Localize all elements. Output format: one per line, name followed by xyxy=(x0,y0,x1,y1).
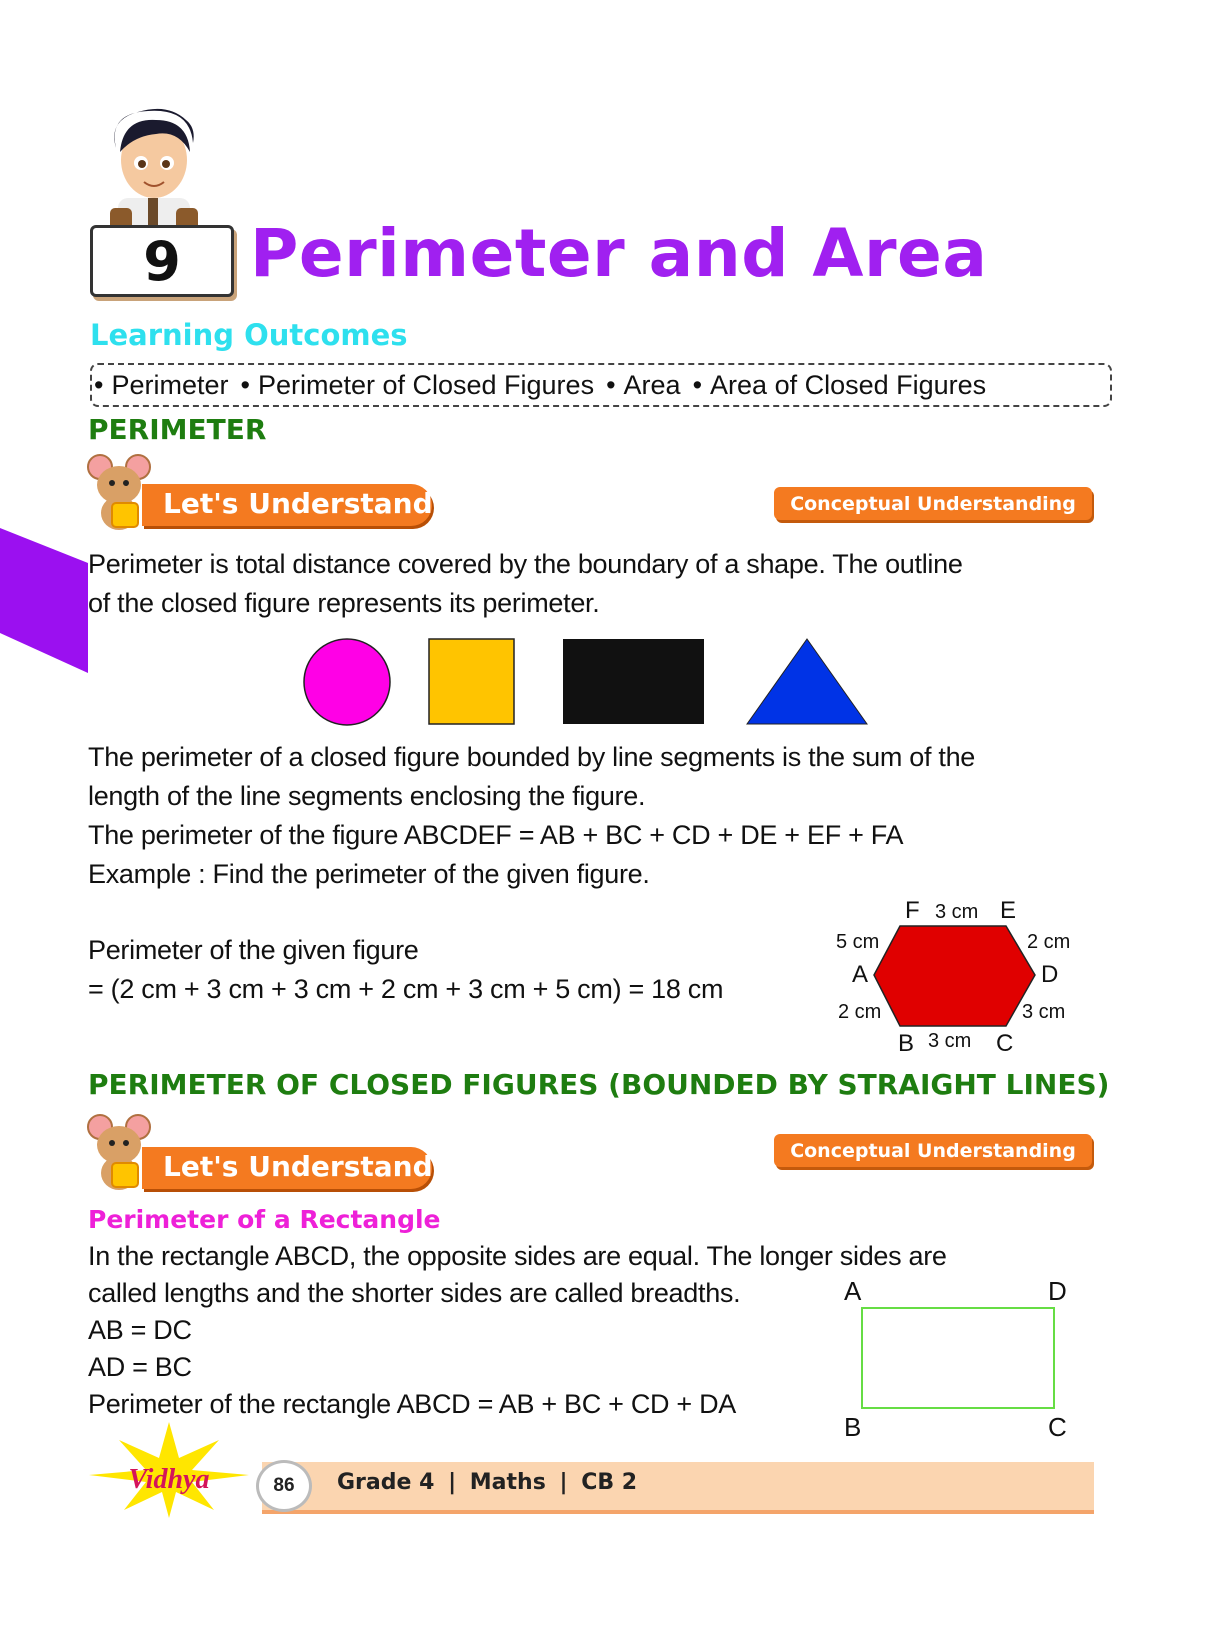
paragraph-line: length of the line segments enclosing the figure. xyxy=(88,781,646,811)
hexagon-figure xyxy=(830,893,1090,1058)
outcome-item: • Area xyxy=(606,370,681,401)
vertex-label: A xyxy=(844,1276,862,1306)
perimeter-explanation xyxy=(88,738,1118,894)
paragraph-line: In the rectangle ABCD, the opposite sides are equal. The longer sides are xyxy=(88,1241,947,1271)
hexagon-shape xyxy=(874,926,1035,1026)
footer-separator: | xyxy=(559,1470,568,1495)
vertex-label: A xyxy=(852,961,869,988)
learning-outcomes-box xyxy=(90,363,1112,407)
vertex-label: B xyxy=(844,1412,862,1442)
triangle-shape xyxy=(747,639,867,724)
vertex-label: C xyxy=(1048,1412,1067,1442)
outcome-item: • Area of Closed Figures xyxy=(693,370,987,401)
paragraph-line: Perimeter of the given figure xyxy=(88,935,419,965)
perimeter-definition xyxy=(88,545,1118,623)
paragraph-line: The perimeter of the figure ABCDEF = AB + BC + CD + DE + EF + FA xyxy=(88,820,904,850)
learning-outcomes-heading: Learning Outcomes xyxy=(90,318,408,352)
paragraph-line: Perimeter is total distance covered by the boundary of a shape. The outline xyxy=(88,549,963,579)
mouse-mascot-icon xyxy=(86,453,156,533)
vidhya-logo xyxy=(84,1420,254,1520)
mouse-mascot-icon xyxy=(86,1113,156,1193)
side-tab-decoration xyxy=(0,528,88,673)
side-label: 2 cm xyxy=(1027,931,1071,953)
rectangle-shape xyxy=(563,639,704,724)
footer-book: CB 2 xyxy=(581,1470,638,1495)
side-label: 3 cm xyxy=(935,901,979,923)
paragraph-line: The perimeter of a closed figure bounded by line segments is the sum of the xyxy=(88,742,976,772)
footer-subject: Maths xyxy=(469,1470,546,1495)
logo-text: Vidhya xyxy=(128,1464,210,1495)
side-label: 3 cm xyxy=(1022,1001,1066,1023)
paragraph-line: = (2 cm + 3 cm + 3 cm + 2 cm + 3 cm + 5 cm) = 18 cm xyxy=(88,974,724,1004)
paragraph-line: Perimeter of the rectangle ABCD = AB + BC + CD + DA xyxy=(88,1389,737,1419)
vertex-label: F xyxy=(905,897,920,924)
chapter-number-box xyxy=(90,225,234,297)
chapter-title: Perimeter and Area xyxy=(250,215,988,292)
rectangle-subheading: Perimeter of a Rectangle xyxy=(88,1205,441,1234)
circle-shape xyxy=(304,639,390,725)
vertex-label: C xyxy=(996,1030,1014,1057)
rectangle-figure xyxy=(838,1272,1088,1444)
vertex-label: B xyxy=(898,1030,915,1057)
closed-figures-heading: PERIMETER OF CLOSED FIGURES (BOUNDED BY STRAIGHT LINES) xyxy=(88,1068,1110,1101)
vertex-label: E xyxy=(1000,897,1017,924)
lets-understand-label: Let's Understand xyxy=(163,1150,433,1183)
footer-separator: | xyxy=(448,1470,457,1495)
vertex-label: D xyxy=(1041,961,1059,988)
square-shape xyxy=(429,639,514,724)
page-number: 86 xyxy=(256,1460,312,1512)
paragraph-line: AD = BC xyxy=(88,1352,192,1382)
chapter-number: 9 xyxy=(143,229,181,293)
rectangle-outline xyxy=(862,1308,1054,1408)
conceptual-understanding-badge: Conceptual Understanding xyxy=(774,487,1092,520)
outcome-item: • Perimeter of Closed Figures xyxy=(240,370,594,401)
paragraph-line: AB = DC xyxy=(88,1315,192,1345)
side-label: 5 cm xyxy=(836,931,880,953)
boy-mascot-icon xyxy=(98,108,208,233)
vertex-label: D xyxy=(1048,1276,1067,1306)
outcome-item: • Perimeter xyxy=(94,370,228,401)
paragraph-line: called lengths and the shorter sides are called breadths. xyxy=(88,1278,741,1308)
paragraph-line: of the closed figure represents its perimeter. xyxy=(88,588,600,618)
side-label: 2 cm xyxy=(838,1001,882,1023)
example-shapes xyxy=(300,635,875,730)
paragraph-line: Example : Find the perimeter of the given figure. xyxy=(88,859,650,889)
footer-grade: Grade 4 xyxy=(337,1470,435,1495)
conceptual-understanding-badge: Conceptual Understanding xyxy=(774,1134,1092,1167)
side-label: 3 cm xyxy=(928,1030,972,1052)
example-solution xyxy=(88,931,808,1009)
perimeter-heading: PERIMETER xyxy=(88,413,267,446)
footer-label xyxy=(337,1470,637,1495)
lets-understand-label: Let's Understand xyxy=(163,487,433,520)
